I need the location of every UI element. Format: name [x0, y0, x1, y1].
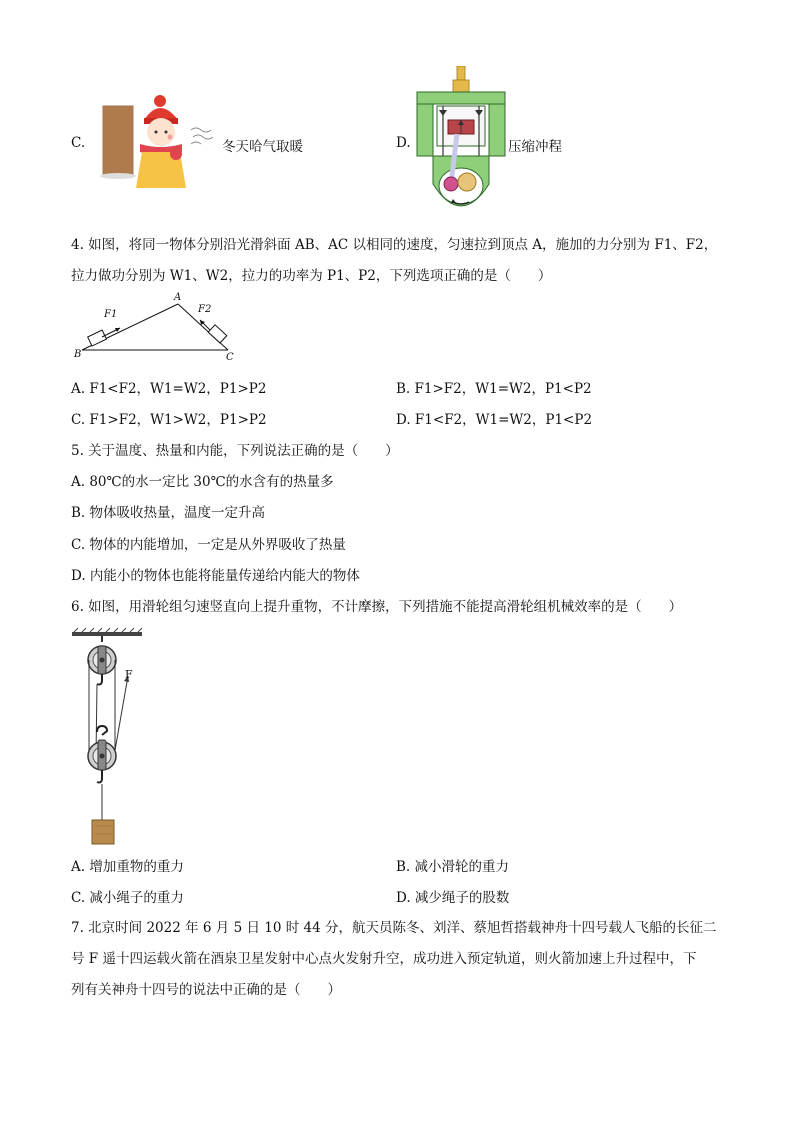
question-4-line-2: 拉力做功分别为 W1、W2，拉力的功率为 P1、P2，下列选项正确的是（ ） [71, 268, 552, 284]
inclined-planes-diagram [72, 292, 244, 368]
q6-option-a: A. 增加重物的重力 [71, 859, 184, 875]
question-7-stem [71, 913, 716, 1006]
q5-option-d: D. 内能小的物体也能将能量传递给内能大的物体 [71, 568, 360, 584]
force-f-label: F [125, 668, 133, 681]
point-a-label: A [174, 292, 182, 303]
question-7-line-3: 列有关神舟十四号的说法中正确的是（ ） [71, 982, 341, 998]
q5-option-c: C. 物体的内能增加，一定是从外界吸收了热量 [71, 537, 346, 553]
q3-option-d-caption: 压缩冲程 [508, 139, 562, 155]
force-f2-label: F2 [198, 304, 212, 315]
question-4-stem [71, 230, 717, 292]
q5-option-a: A. 80℃的水一定比 30℃的水含有的热量多 [71, 474, 334, 490]
q3-option-c-caption: 冬天哈气取暖 [222, 139, 303, 155]
point-c-label: C [226, 352, 234, 363]
q4-option-d: D. F1<F2，W1=W2，P1<P2 [396, 412, 593, 428]
q4-option-b: B. F1>F2，W1=W2，P1<P2 [396, 381, 592, 397]
q5-option-b: B. 物体吸收热量，温度一定升高 [71, 505, 266, 521]
q3-option-c-label: C. [71, 135, 86, 151]
pulley-system-diagram [70, 628, 150, 846]
q4-option-a: A. F1<F2，W1=W2，P1>P2 [71, 381, 267, 397]
question-6-stem: 6. 如图，用滑轮组匀速竖直向上提升重物，不计摩擦，下列措施不能提高滑轮组机械效率的是（ ） [71, 599, 683, 615]
q4-option-c: C. F1>F2，W1>W2，P1>P2 [71, 412, 267, 428]
q6-option-b: B. 减小滑轮的重力 [396, 859, 510, 875]
girl-breathing-illustration [98, 92, 220, 192]
q6-option-c: C. 减小绳子的重力 [71, 890, 184, 906]
question-7-line-1: 7. 北京时间 2022 年 6 月 5 日 10 时 44 分，航天员陈冬、刘洋、蔡旭哲搭载神舟十四号载人飞船的长征二 [71, 920, 717, 936]
question-5-stem: 5. 关于温度、热量和内能，下列说法正确的是（ ） [71, 443, 399, 459]
point-b-label: B [74, 349, 82, 360]
question-7-line-2: 号 F 遥十四运载火箭在酒泉卫星发射中心点火发射升空，成功进入预定轨道，则火箭加速上升过程中，下 [71, 951, 697, 967]
q3-option-d-label: D. [396, 135, 411, 151]
engine-compression-stroke-diagram [415, 66, 507, 226]
force-f1-label: F1 [104, 309, 118, 320]
question-4-line-1: 4. 如图，将同一物体分别沿光滑斜面 AB、AC 以相同的速度，匀速拉到顶点 A，施加的力分别为 F1、F2， [71, 237, 718, 253]
q6-option-d: D. 减少绳子的股数 [396, 890, 510, 906]
